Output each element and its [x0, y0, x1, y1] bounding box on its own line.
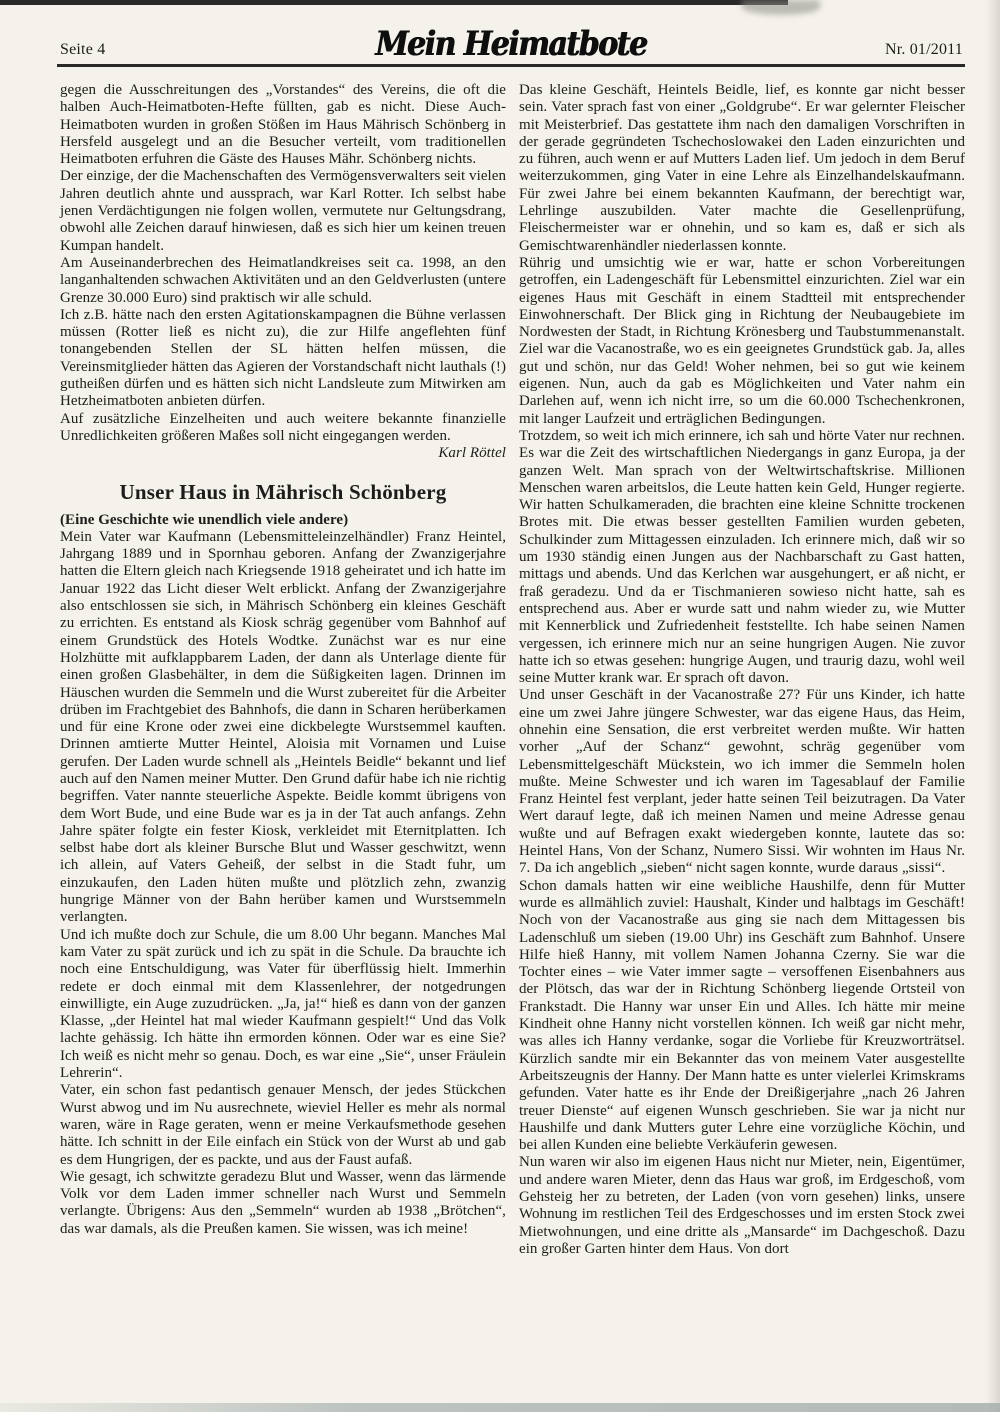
author-signature: Karl Röttel: [438, 445, 506, 462]
paragraph: Wie gesagt, ich schwitzte geradezu Blut und Wasser, wenn das lärmende Volk vor dem Laden immer schneller nach Wurst und Semmeln verlangte. Übrigens: Aus den „Semmeln“ wurden ab 1938 „Brötchen“, das war damals, als die Preußen kamen. Sie wissen, was ich meine!: [60, 1168, 506, 1237]
paragraph-continues-next-page: Nun waren wir also im eigenen Haus nicht nur Mieter, nein, Eigentümer, und andere waren Mieter, denn das Haus war groß, im Erdgeschoß, vom Gehsteig her zu betreten, der Laden (von vorn gesehen) links, unsere Wohnung im restlichen Teil des Erdgeschosses und im ersten Stock zwei Mietwohnungen, und eine dritte als „Mansarde“ im Dachgeschoß. Dazu ein großer Garten hinter dem Haus. Von dort: [519, 1154, 965, 1257]
paragraph: Trotzdem, so weit ich mich erinnere, ich sah und hörte Vater nur rechnen. Es war die Zeit des wirtschaftlichen Niedergangs in ganz Europa, ja der ganzen Welt. Man sprach von der Weltwirtschaftskrise. Millionen Menschen waren arbeitslos, die Leute hatten kein Geld, Hunger regierte. Wir hatten Schulkameraden, die brachten eine kleine Schnitte trockenen Brotes mit. Die etwas besser gestellten Familien wurden gebeten, Schulkinder zum Mittagessen einzuladen. Ich erinnere mich, daß wir so um 1930 ständig einen Jungen aus der Nachbarschaft zu Gast hatten, mittags und abends. Und das Kerlchen war ausgehungert, er aß nicht, er fraß geradezu. Und da er Tischmanieren sowieso nicht hatte, sah es entsprechend aus. Aber er wurde satt und nahm wieder zu, wie Mutter mit Kennerblick und Zufriedenheit feststellte. Ich habe seinen Namen vergessen, ich erinnere mich nur an seine hungrigen Augen. Nie zuvor hatte ich so etwas gesehen: hungrige Augen, und traurig dazu, wohl weil seine Mutter krank war. Er sprach oft davon.: [519, 427, 965, 687]
article-heading: Unser Haus in Mährisch Schönberg: [119, 479, 447, 504]
right-column: [519, 82, 965, 1258]
page-header: [57, 0, 965, 67]
paragraph-continuation: gegen die Ausschreitungen des „Vorstandes“ des Vereins, die oft die halben Auch-Heimatboten-Hefte füllten, gab es nicht. Diese Auch-Heimatboten wurden in großen Stößen im Haus Mährisch Schönberg in Hersfeld ausgelegt und an die Besucher verteilt, vom traditionellen Heimatboten erfuhren die Gäste des Hauses Mähr. Schönberg nichts.: [60, 82, 506, 168]
issue-number: Nr. 01/2011: [884, 41, 963, 58]
paragraph: Rührig und umsichtig wie er war, hatte er schon Vorbereitungen getroffen, ein Ladengeschäft für Lebensmittel einzurichten. Ziel war ein eigenes Haus mit Geschäft in einem Stadtteil mit entsprechender Einwohnerschaft. Der Blick ging in Richtung der Neubaugebiete im Nordwesten der Stadt, in Richtung Krönesberg und Taubstummenanstalt. Ziel war die Vacanostraße, wo es ein geeignetes Grundstück gab. Ja, alles gut und schön, nur das Geld! Woher nehmen, bei so gut wie keinem eigenen. Nun, auch da gab es Möglichkeiten und Vater nahm ein Darlehen auf, wenn ich nicht irre, so um die 60.000 Tschechenkronen, mit langer Laufzeit und erträglichen Bedingungen.: [519, 254, 965, 427]
paragraph: Auf zusätzliche Einzelheiten und auch weitere bekannte finanzielle Unredlichkeiten größeren Maßes soll nicht eingegangen werden.: [60, 410, 506, 444]
scan-artifact-bottom-strip: [0, 1403, 1000, 1412]
paragraph: Das kleine Geschäft, Heintels Beidle, lief, es konnte gar nicht besser sein. Vater sprach fast von einer „Goldgrube“. Er war gelernter Fleischer mit Meisterbrief. Das gestattete ihm nach den damaligen Vorschriften in der gerade gegründeten Tschechoslowakei den Laden einzurichten und zu führen, auch wenn er auf Mutters Laden lief. Um jedoch in dem Beruf weiterzukommen, ging Vater in eine Lehre als Einzelhandelskaufmann. Für zwei Jahre bei einem bekannten Kaufmann, der berechtigt war, Lehrlinge auszubilden. Vater machte die Gesellenprüfung, Fleischermeister war er ohnehin, und so kam es, daß er sich als Gemischtwarenhändler niederlassen konnte.: [519, 82, 965, 254]
paragraph: Schon damals hatten wir eine weibliche Haushilfe, denn für Mutter wurde es allmählich zuviel: Haushalt, Kinder und halbtags im Geschäft! Noch von der Vacanostraße aus ging sie nach dem Mittagessen bis Ladenschluß um sieben (19.00 Uhr) ins Geschäft zum Bahnhof. Unsere Hilfe hieß Hanny, mit vollem Namen Johanna Czerny. Sie war die Tochter eines – wie Vater immer sagte – versoffenen Eisenbahners aus der Plötsch, das war der in Richtung Schönberg liegende Ortsteil von Frankstadt. Die Hanny war unser Ein und Alles. Ich hätte mir meine Kindheit ohne Hanny nicht vorstellen können. Ich weiß gar nicht mehr, was alles ich Hanny verdanke, sogar die Vorliebe für Kreuzworträtsel. Kürzlich sandte mir ein Bekannter das von meinem Vater ausgestellte Arbeitszeugnis der Hanny. Der Mann hatte es unter vielerlei Krimskrams gefunden. Vater hatte es ihr Ende der Dreißigerjahre „nach 26 Jahren treuer Dienste“ auf eigenen Wunsch geschrieben. Sie war ja nicht nur Haushilfe und dank Mutters guter Lehre eine vorzügliche Köchin, und bei allen Kunden eine beliebte Verkäuferin gewesen.: [519, 877, 965, 1154]
article-subheading: (Eine Geschichte wie unendlich viele andere): [60, 511, 349, 528]
page-number: Seite 4: [60, 41, 106, 58]
paragraph: Vater, ein schon fast pedantisch genauer Mensch, der jedes Stückchen Wurst abwog und im Nu ausrechnete, wieviel Heller es mehr als normal waren, wäre in Rage geraten, wenn er meine Verkaufsmethode gesehen hätte. Ich schnitt in der Eile einfach ein Stück von der Wurst ab und gab es dem Hungrigen, der es packte, und aus der Faust aufaß.: [60, 1082, 506, 1168]
paragraph: Am Auseinanderbrechen des Heimatlandkreises seit ca. 1998, an den langanhaltenden schwachen Aktivitäten und an den Geldverlusten (untere Grenze 30.000 Euro) sind praktisch wir alle schuld.: [60, 254, 506, 306]
left-column: [60, 82, 506, 1258]
paragraph: Ich z.B. hätte nach den ersten Agitationskampagnen die Bühne verlassen müssen (Rotter ließ es nicht zu), die zur Hilfe angeflehten fünf tonangebenden Stellen der SL hätten helfen müssen, die Vereinsmitglieder hätten das Agieren der Vorstandschaft nicht lauthals (!) gutheißen dürfen und es hätten sich nicht Landsleute zum Mitwirken am Hetzheimatboten anbieten dürfen.: [60, 306, 506, 410]
two-column-body: [60, 82, 965, 1258]
paragraph: Und unser Geschäft in der Vacanostraße 27? Für uns Kinder, ich hatte eine um zwei Jahre jüngere Schwester, war das eigene Haus, das Heim, ohnehin eine Sensation, die erst verbreitet werden mußte. Wir hatten vorher „Auf der Schanz“ gewohnt, schräg gegenüber vom Lebensmittelgeschäft Mückstein, wo ich immer die Semmeln holen mußte. Meine Schwester und ich waren im Tagesablauf der Familie Franz Heintel fest verplant, jeder hatte seinen Teil beizutragen. Da Vater Wert darauf legte, daß ich meinen Namen und meine Adresse genau wußte und auf Befragen exakt wiedergeben konnte, lautete das so: Heintel Hans, Von der Schanz, Numero Sissi. Wir wohnten im Haus Nr. 7. Da ich angeblich „sieben“ nicht sagen konnte, wurde daraus „sissi“.: [519, 687, 965, 877]
paragraph: Der einzige, der die Machenschaften des Vermögensverwalters seit vielen Jahren deutlich ahnte und aussprach, war Karl Rotter. Ich selbst habe jenen Verdächtigungen nie folgen wollen, vermutete nur Geltungsdrang, obwohl alle Zeichen darauf hinwiesen, daß es sich hier um keinen treuen Kumpan handelt.: [60, 168, 507, 254]
scan-artifact-right-edge: [986, 0, 1000, 1412]
masthead-title: Mein Heimatbote: [375, 24, 647, 64]
paragraph: Und ich mußte doch zur Schule, die um 8.00 Uhr begann. Manches Mal kam Vater zu spät zurück und ich zu spät in die Schule. Da brauchte ich noch eine Entschuldigung, was Vater für überflüssig hielt. Immerhin redete er doch einmal mit dem Klassenlehrer, der notgedrungen einwilligte, ein Auge zuzudrücken. „Ja, ja!“ hieß es dann von der ganzen Klasse, „der Heintel hat mal wieder Kaufmann gespielt!“ Und das Volk lachte gehässig. Ich hätte ihn ermorden können. Oder war es eine Sie? Ich weiß es nicht mehr so genau. Doch, es war eine „Sie“, unser Fräulein Lehrerin“.: [60, 926, 506, 1082]
paragraph: Mein Vater war Kaufmann (Lebensmitteleinzelhändler) Franz Heintel, Jahrgang 1889 und in Spornhau geboren. Anfang der Zwanzigerjahre hatten die Eltern gleich nach Kriegsende 1918 geheiratet und ich hatte im Januar 1922 das Licht dieser Welt erblickt. Anfang der Zwanzigerjahre also entschlossen sie sich, in Mährisch Schönberg ein kleines Geschäft zu errichten. Es entstand als Kiosk schräg gegenüber vom Bahnhof auf einem Grundstück des Hotels Wodtke. Zunächst war es nur eine Holzhütte mit aufklappbarem Laden, der dann als Unterlage diente für einen großen Glasbehälter, in dem die Süßigkeiten lagen. Drinnen im Häuschen wurden die Semmeln und die Wurst zubereitet für die Arbeiter drüben im Frachtgebiet des Bahnhofs, die dann in Scharen herüberkamen und für eine Krone oder zwei eine dickbelegte Wurstsemmel kauften. Drinnen amtierte Mutter Heintel, Aloisia mit Vornamen und Luise gerufen. Der Laden wurde schnell als „Heintels Beidle“ bekannt und lief auch auf den Namen meiner Mutter. Den Grund dafür habe ich nie richtig begriffen. Vater nannte steuerliche Aspekte. Beidle kommt übrigens von dem Wort Bude, und eine Bude war es ja in der Tat auch anfangs. Zehn Jahre später folgte ein fester Kiosk, verkleidet mit Eternitplatten. Ich selbst habe dort als kleiner Bursche Blut und Wasser geschwitzt, wenn ich allein, auf Vaters Geheiß, der selbst in die Stadt fuhr, um einzukaufen, den Laden hüten mußte und plötzlich zehn, zwanzig hungrige Männer von der Bahn herüber kamen und Wurstsemmeln verlangten.: [60, 528, 506, 926]
